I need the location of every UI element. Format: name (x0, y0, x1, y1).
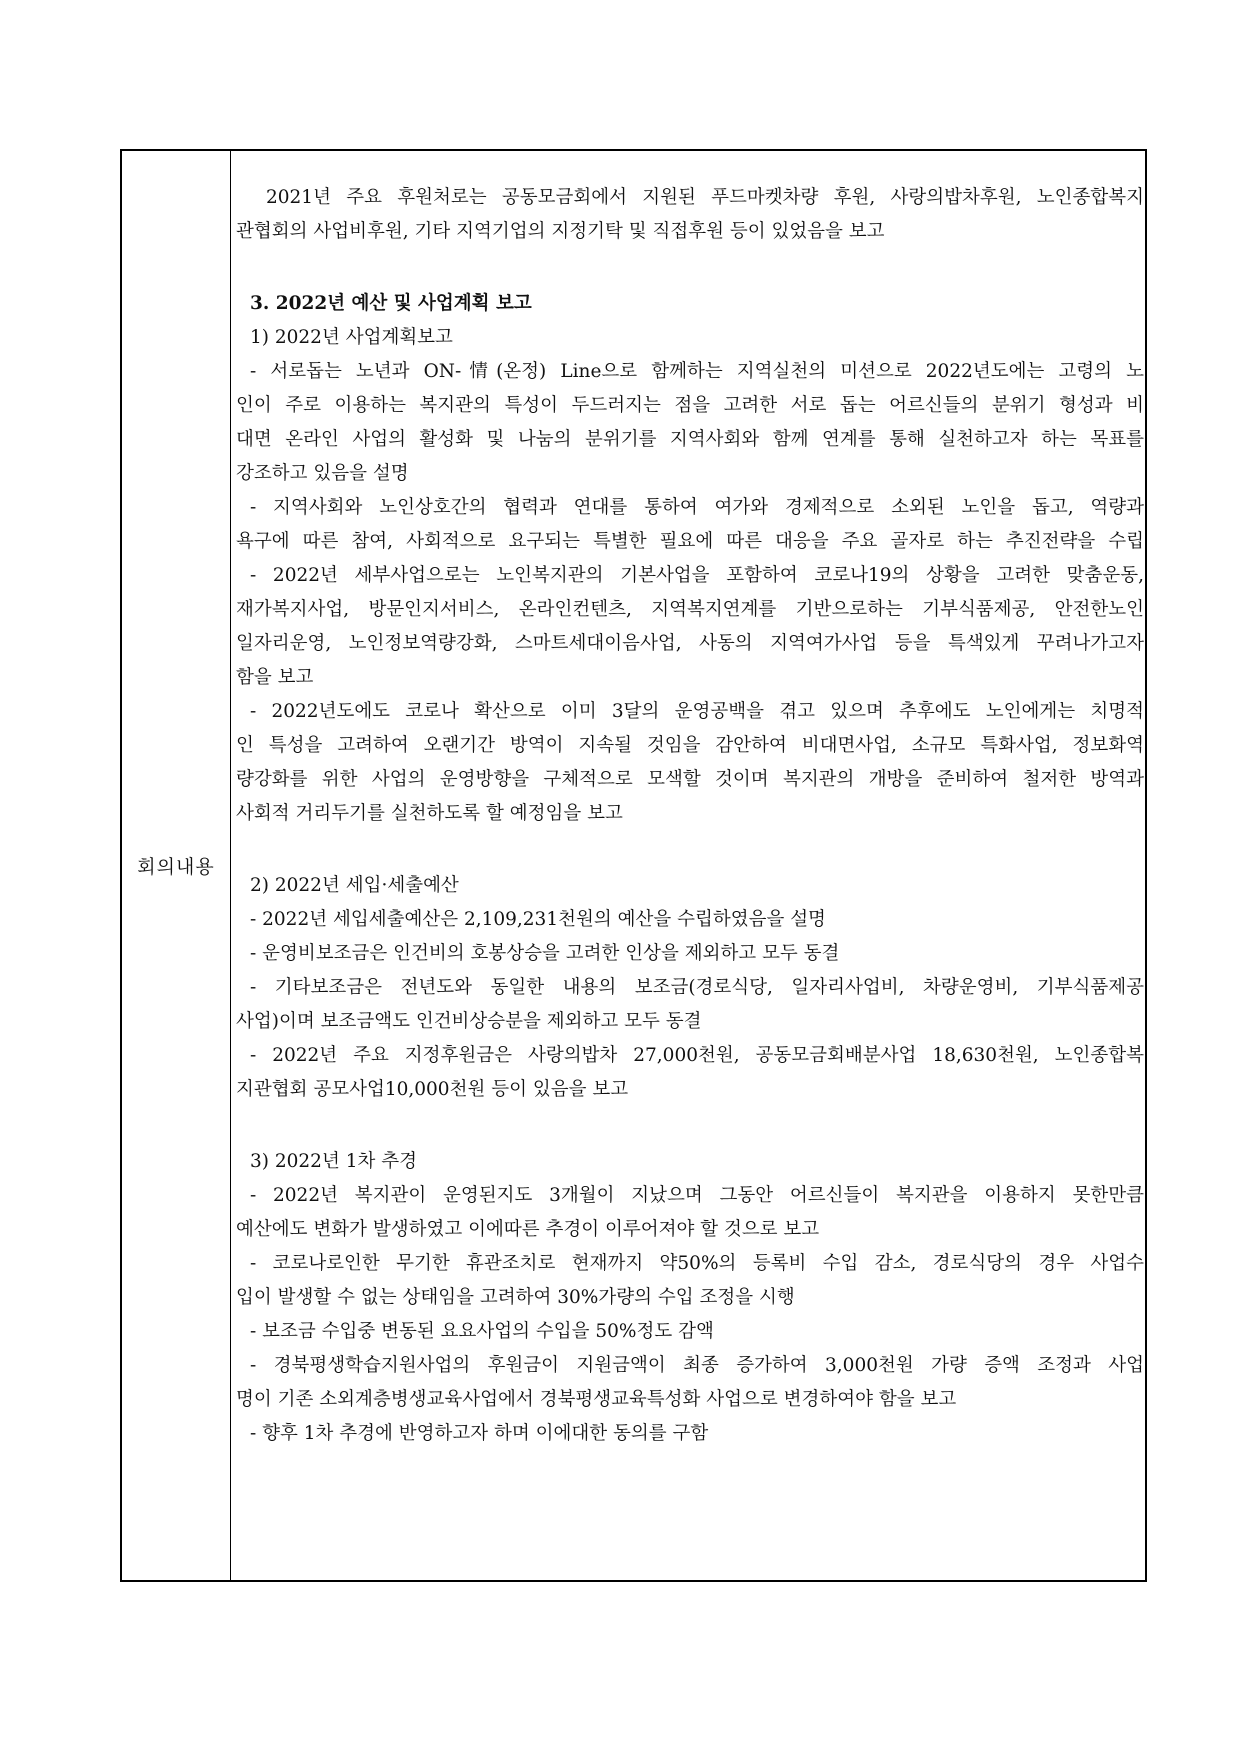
spacer (236, 831, 1144, 869)
spacer (236, 1107, 1144, 1145)
subsection-heading: 3) 2022년 1차 추경 (250, 1151, 417, 1172)
text-line: - 기타보조금은 전년도와 동일한 내용의 보조금(경로식당, 일자리사업비, 차량운영비, 기부식품제공 (250, 977, 1144, 998)
text-line: 예산에도 변화가 발생하였고 이에따른 추경이 이루어져야 할 것으로 보고 (236, 1219, 820, 1240)
text-line: 량강화를 위한 사업의 운영방향을 구체적으로 모색할 것이며 복지관의 개방을 준비하여 철저한 방역과 (236, 769, 1144, 790)
text-line: - 2022년 세입세출예산은 2,109,231천원의 예산을 수립하였음을 설명 (250, 909, 826, 930)
text-line: - 운영비보조금은 인건비의 호봉상승을 고려한 인상을 제외하고 모두 동결 (250, 943, 840, 964)
section-heading: 3. 2022년 예산 및 사업계획 보고 (250, 293, 532, 314)
text-line: 2021년 주요 후원처로는 공동모금회에서 지원된 푸드마켓차량 후원, 사랑의밥차후원, 노인종합복지 (266, 187, 1144, 208)
text-line: 함을 보고 (236, 667, 314, 688)
subsection-heading: 2) 2022년 세입·세출예산 (250, 875, 459, 896)
text-line: 입이 발생할 수 없는 상태임을 고려하여 30%가량의 수입 조정을 시행 (236, 1287, 795, 1308)
text-line: 대면 온라인 사업의 활성화 및 나눔의 분위기를 지역사회와 함께 연계를 통해 실천하고자 하는 목표를 (236, 429, 1144, 450)
text-line: 관협회의 사업비후원, 기타 지역기업의 지정기탁 및 직접후원 등이 있었음을 보고 (236, 221, 885, 242)
text-line: 일자리운영, 노인정보역량강화, 스마트세대이음사업, 사동의 지역여가사업 등을 특색있게 꾸려나가고자 (236, 633, 1144, 654)
label-cell (122, 151, 230, 1580)
text-line: 사회적 거리두기를 실천하도록 할 예정임을 보고 (236, 803, 623, 824)
text-line: 사업)이며 보조금액도 인건비상승분을 제외하고 모두 동결 (236, 1011, 702, 1032)
text-line: - 보조금 수입중 변동된 요요사업의 수입을 50%정도 감액 (250, 1321, 714, 1342)
text-line: 지관협회 공모사업10,000천원 등이 있음을 보고 (236, 1079, 629, 1100)
text-line: - 코로나로인한 무기한 휴관조치로 현재까지 약50%의 등록비 수입 감소, 경로식당의 경우 사업수 (250, 1253, 1144, 1274)
text-line: - 서로돕는 노년과 ON-情(온정) Line으로 함께하는 지역실천의 미션으로 2022년도에는 고령의 노 (250, 361, 1144, 382)
text-line: - 지역사회와 노인상호간의 협력과 연대를 통하여 여가와 경제적으로 소외된 노인을 돕고, 역량과 (250, 497, 1144, 518)
column-divider (230, 151, 231, 1580)
text-line: - 2022년 복지관이 운영된지도 3개월이 지났으며 그동안 어르신들이 복지관을 이용하지 못한만큼 (250, 1185, 1144, 1206)
meeting-content-label: 회의내용 (137, 856, 215, 878)
text-line: - 2022년도에도 코로나 확산으로 이미 3달의 운영공백을 겪고 있으며 추후에도 노인에게는 치명적 (250, 701, 1144, 722)
text-line: - 2022년 세부사업으로는 노인복지관의 기본사업을 포함하여 코로나19의 상황을 고려한 맞춤운동, (250, 565, 1144, 586)
minutes-table (120, 149, 1147, 1582)
subsection-heading: 1) 2022년 사업계획보고 (250, 327, 453, 348)
spacer (236, 249, 1144, 287)
text-line: 강조하고 있음을 설명 (236, 463, 409, 484)
text-line: - 향후 1차 추경에 반영하고자 하며 이에대한 동의를 구함 (250, 1423, 709, 1444)
text-line: 인이 주로 이용하는 복지관의 특성이 두드러지는 점을 고려한 서로 돕는 어르신들의 분위기 형성과 비 (236, 395, 1144, 416)
content-cell (236, 181, 1144, 1451)
text-line: - 2022년 주요 지정후원금은 사랑의밥차 27,000천원, 공동모금회배분사업 18,630천원, 노인종합복 (250, 1045, 1144, 1066)
text-line: 인 특성을 고려하여 오랜기간 방역이 지속될 것임을 감안하여 비대면사업, 소규모 특화사업, 정보화역 (236, 735, 1144, 756)
text-line: 욕구에 따른 참여, 사회적으로 요구되는 특별한 필요에 따른 대응을 주요 골자로 하는 추진전략을 수립 (236, 531, 1144, 552)
text-line: 재가복지사업, 방문인지서비스, 온라인컨텐츠, 지역복지연계를 기반으로하는 기부식품제공, 안전한노인 (236, 599, 1144, 620)
text-line: - 경북평생학습지원사업의 후원금이 지원금액이 최종 증가하여 3,000천원 가량 증액 조정과 사업 (250, 1355, 1144, 1376)
text-line: 명이 기존 소외계층병생교육사업에서 경북평생교육특성화 사업으로 변경하여야 함을 보고 (236, 1389, 957, 1410)
